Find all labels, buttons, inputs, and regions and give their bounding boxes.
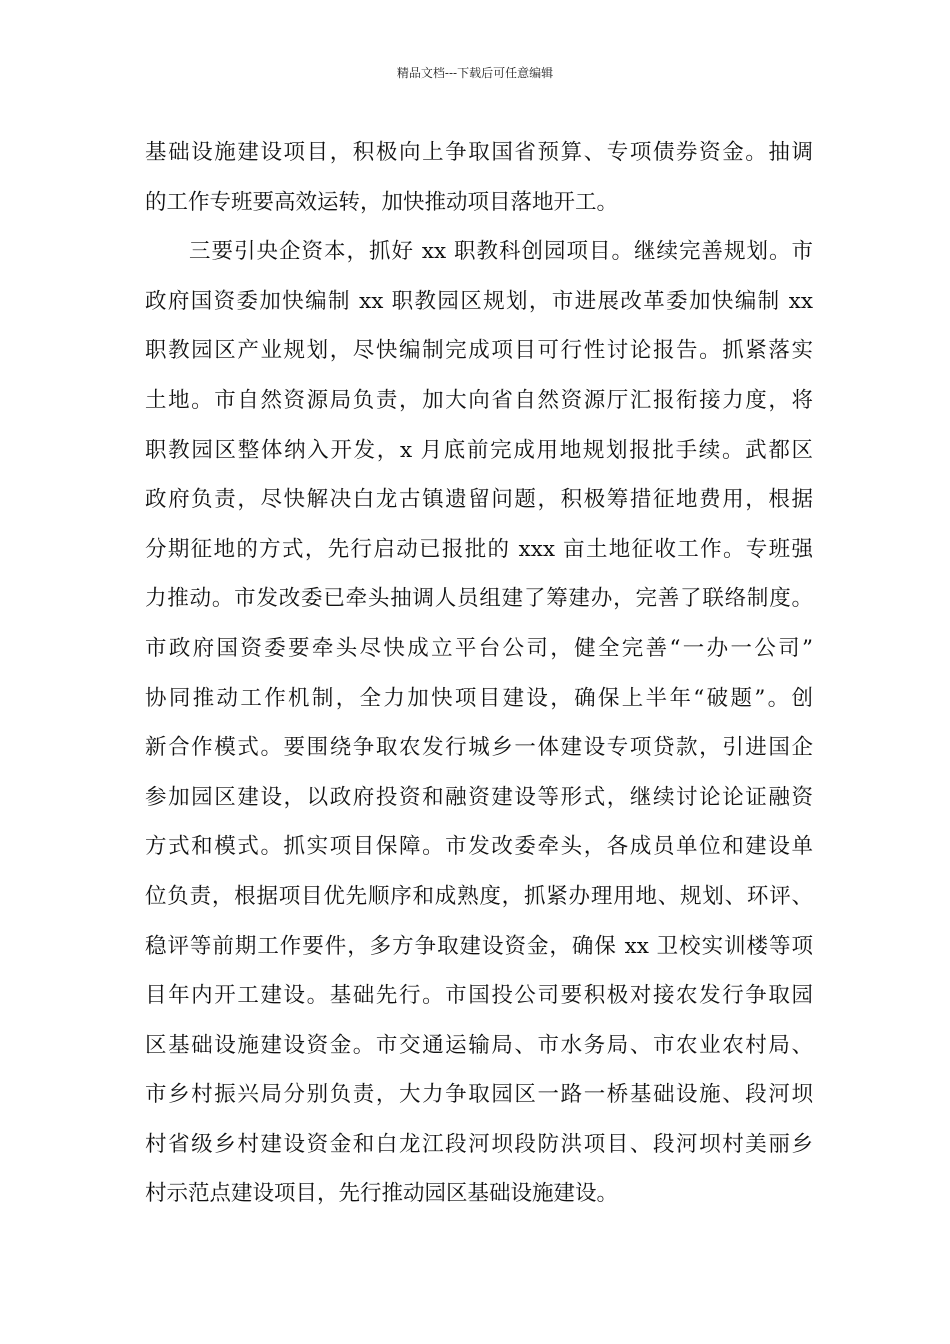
body-line: 职教园区整体纳入开发，x 月底前完成用地规划报批手续。武都区 xyxy=(145,437,813,463)
body-line: 土地。市自然资源局负责，加大向省自然资源厅汇报衔接力度，将 xyxy=(145,387,813,413)
body-line: 稳评等前期工作要件，多方争取建设资金，确保 xx 卫校实训楼等项 xyxy=(145,933,813,959)
body-line: 的工作专班要高效运转，加快推动项目落地开工。 xyxy=(145,189,619,215)
body-line: 政府负责，尽快解决白龙古镇遗留问题，积极筹措征地费用，根据 xyxy=(145,487,813,513)
body-line: 市政府国资委要牵头尽快成立平台公司，健全完善“一办一公司” xyxy=(145,635,813,661)
body-line: 协同推动工作机制，全力加快项目建设，确保上半年“破题”。创 xyxy=(145,685,813,711)
body-line: 分期征地的方式，先行启动已报批的 xxx 亩土地征收工作。专班强 xyxy=(145,536,813,562)
page-header: 精品文档---下载后可任意编辑 xyxy=(396,66,554,80)
body-line: 区基础设施建设资金。市交通运输局、市水务局、市农业农村局、 xyxy=(145,1032,813,1058)
body-line: 村省级乡村建设资金和白龙江段河坝段防洪项目、段河坝村美丽乡 xyxy=(145,1131,813,1157)
body-line: 新合作模式。要围绕争取农发行城乡一体建设专项贷款，引进国企 xyxy=(145,735,813,761)
paragraph-start-line: 三要引央企资本，抓好 xx 职教科创园项目。继续完善规划。市 xyxy=(189,239,813,265)
body-line: 职教园区产业规划，尽快编制完成项目可行性讨论报告。抓紧落实 xyxy=(145,338,813,364)
body-line: 参加园区建设，以政府投资和融资建设等形式，继续讨论论证融资 xyxy=(145,784,813,810)
body-line: 位负责，根据项目优先顺序和成熟度，抓紧办理用地、规划、环评、 xyxy=(145,883,813,909)
body-line: 村示范点建设项目，先行推动园区基础设施建设。 xyxy=(145,1181,619,1207)
body-line: 目年内开工建设。基础先行。市国投公司要积极对接农发行争取园 xyxy=(145,983,813,1009)
body-line: 市乡村振兴局分别负责，大力争取园区一路一桥基础设施、段河坝 xyxy=(145,1082,813,1108)
document-body xyxy=(145,128,813,1219)
body-line: 方式和模式。抓实项目保障。市发改委牵头，各成员单位和建设单 xyxy=(145,834,813,860)
body-line: 力推动。市发改委已牵头抽调人员组建了筹建办，完善了联络制度。 xyxy=(145,586,813,612)
body-line: 基础设施建设项目，积极向上争取国省预算、专项债券资金。抽调 xyxy=(145,140,813,165)
body-line: 政府国资委加快编制 xx 职教园区规划，市进展改革委加快编制 xx xyxy=(145,288,813,314)
